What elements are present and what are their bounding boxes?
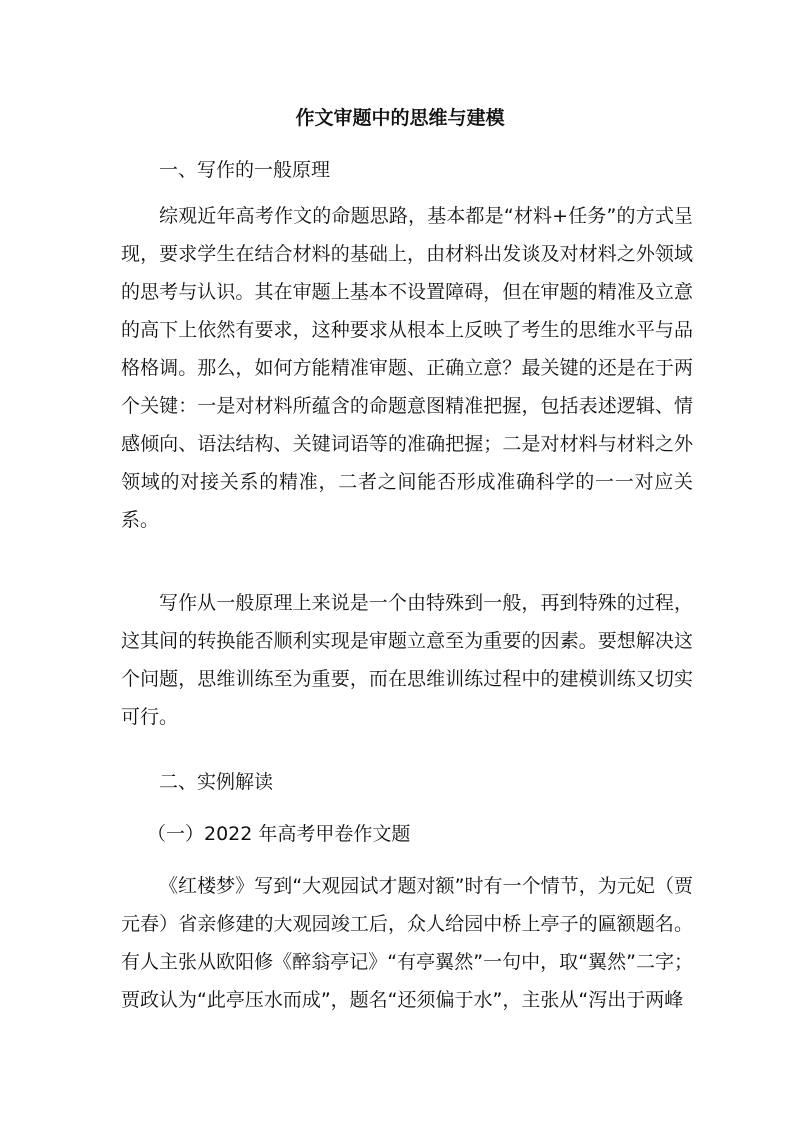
- paragraph-writing-process: 写作从一般原理上来说是一个由特殊到一般，再到特殊的过程，这其间的转换能否顺利实现是审题立意至为重要的因素。要想解决这个问题，思维训练至为重要，而在思维训练过程中的建模训练又切实可行。: [121, 592, 693, 728]
- section-heading-examples: 二、实例解读: [159, 771, 274, 793]
- paragraph-hongloumeng: 《红楼梦》写到“大观园试才题对额”时有一个情节，为元妃（贾元春）省亲修建的大观园竣工后，众人给园中桥上亭子的匾额题名。有人主张从欧阳修《醉翁亭记》“有亭翼然”一句中，取“翼然”二字；贾政认为“此亭压水而成”，题名“还须偏于水”，主张从“泻出于两峰: [121, 875, 693, 1011]
- document-title: 作文审题中的思维与建模: [295, 107, 505, 129]
- section-heading-principles: 一、写作的一般原理: [159, 159, 331, 181]
- subsection-heading-2022-exam: （一）2022 年高考甲卷作文题: [147, 823, 411, 845]
- paragraph-overview: 综观近年高考作文的命题思路，基本都是“材料+任务”的方式呈现，要求学生在结合材料的基础上，由材料出发谈及对材料之外领域的思考与认识。其在审题上基本不设置障碍，但在审题的精准及立意的高下上依然有要求，这种要求从根本上反映了考生的思维水平与品格格调。那么，如何方能精准审题、正确立意？最关键的还是在于两个关键：一是对材料所蕴含的命题意图精准把握，包括表述逻辑、情感倾向、语法结构、关键词语等的准确把握；二是对材料与材料之外领域的对接关系的精准，二者之间能否形成准确科学的一一对应关系。: [121, 205, 693, 531]
